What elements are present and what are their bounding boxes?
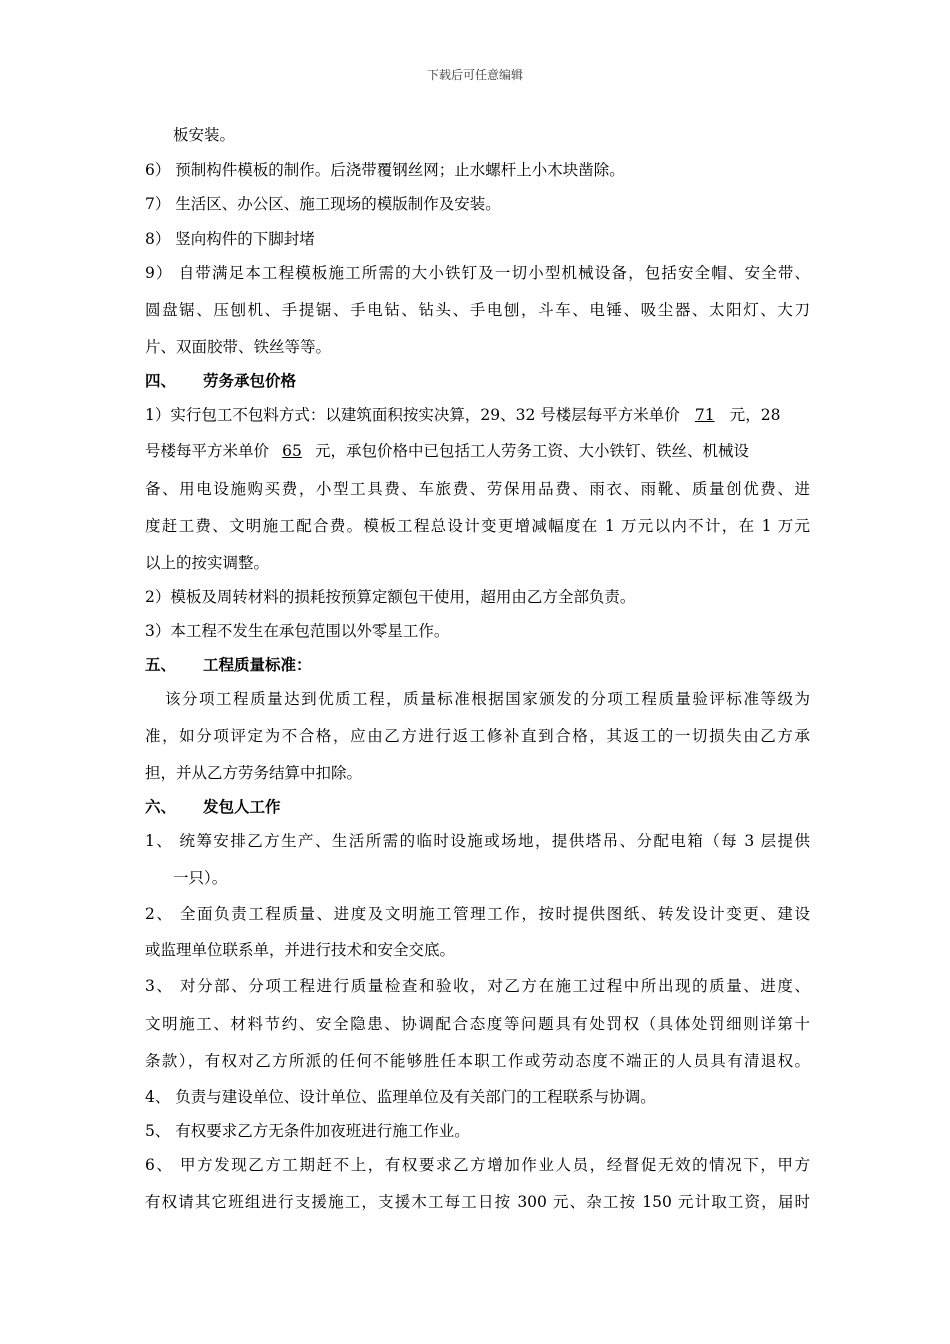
page-header: 下载后可任意编辑: [426, 68, 523, 82]
section-title: 劳务承包价格: [203, 371, 297, 390]
paragraph-line: 或监理单位联系单，并进行技术和安全交底。: [145, 941, 456, 959]
list-item: 2）模板及周转材料的损耗按预算定额包干使用，超用由乙方全部负责。: [145, 588, 636, 606]
section-number: 四、: [145, 371, 177, 390]
list-item: 1、 统筹安排乙方生产、生活所需的临时设施或场地，提供塔吊、分配电箱（每 3 层提供: [145, 832, 810, 850]
list-item: 4、 负责与建设单位、设计单位、监理单位及有关部门的工程联系与协调。: [145, 1088, 656, 1106]
price-text: 元，28: [729, 406, 781, 424]
list-item: 2、 全面负责工程质量、进度及文明施工管理工作，按时提供图纸、转发设计变更、建设: [145, 905, 810, 923]
unit-price-value: 65: [282, 442, 302, 460]
list-item: 3）本工程不发生在承包范围以外零星工作。: [145, 622, 450, 640]
paragraph-line: 备、用电设施购买费，小型工具费、车旅费、劳保用品费、雨衣、雨靴、质量创优费、进: [145, 480, 810, 498]
paragraph-line: 片、双面胶带、铁丝等等。: [145, 338, 332, 356]
unit-price-value: 71: [694, 406, 715, 424]
paragraph-line: 以上的按实调整。: [145, 554, 270, 572]
paragraph-line: 担，并从乙方劳务结算中扣除。: [145, 764, 363, 782]
list-item: 7） 生活区、办公区、施工现场的模版制作及安装。: [145, 195, 501, 213]
paragraph-line: 条款），有权对乙方所派的任何不能够胜任本职工作或劳动态度不端正的人员具有清退权。: [145, 1052, 810, 1070]
list-item: 3、 对分部、分项工程进行质量检查和验收，对乙方在施工过程中所出现的质量、进度、: [145, 977, 810, 995]
paragraph-line: 文明施工、材料节约、安全隐患、协调配合态度等问题具有处罚权（具体处罚细则详第十: [145, 1015, 810, 1033]
paragraph-line: 有权请其它班组进行支援施工，支援木工每工日按 300 元、杂工按 150 元计取工资，届时: [145, 1193, 810, 1211]
paragraph-line: 圆盘锯、压刨机、手提锯、手电钻、钻头、手电刨，斗车、电锤、吸尘器、太阳灯、大刀: [145, 301, 810, 319]
price-text: 号楼每平方米单价: [145, 442, 270, 460]
paragraph-line: 准，如分项评定为不合格，应由乙方进行返工修补直到合格，其返工的一切损失由乙方承: [145, 727, 810, 745]
price-line: [145, 405, 810, 425]
price-text: 1）实行包工不包料方式：以建筑面积按实决算，29、32 号楼层每平方米单价: [145, 406, 680, 424]
section-title: 发包人工作: [203, 797, 281, 816]
paragraph-line: 板安装。: [173, 126, 236, 144]
paragraph-line: 该分项工程质量达到优质工程，质量标准根据国家颁发的分项工程质量验评标准等级为: [165, 690, 810, 708]
list-item: 9） 自带满足本工程模板施工所需的大小铁钉及一切小型机械设备，包括安全帽、安全带、: [145, 264, 810, 282]
section-heading: [145, 797, 810, 817]
list-item: 6、 甲方发现乙方工期赶不上，有权要求乙方增加作业人员，经督促无效的情况下，甲方: [145, 1156, 810, 1174]
list-item: 8） 竖向构件的下脚封堵: [145, 230, 315, 248]
price-line: [145, 441, 810, 461]
price-text: 元，承包价格中已包括工人劳务工资、大小铁钉、铁丝、机械设: [315, 442, 750, 460]
list-item: 6） 预制构件模板的制作。后浇带覆钢丝网；止水螺杆上小木块凿除。: [145, 161, 625, 179]
list-item: 5、 有权要求乙方无条件加夜班进行施工作业。: [145, 1122, 470, 1140]
paragraph-line: 一只）。: [173, 869, 228, 887]
paragraph-line: 度赶工费、文明施工配合费。模板工程总设计变更增减幅度在 1 万元以内不计，在 1 万元: [145, 517, 810, 535]
section-number: 六、: [145, 797, 177, 816]
section-heading: [145, 655, 810, 675]
section-title: 工程质量标准：: [203, 655, 312, 674]
section-number: 五、: [145, 655, 177, 674]
section-heading: [145, 371, 810, 391]
